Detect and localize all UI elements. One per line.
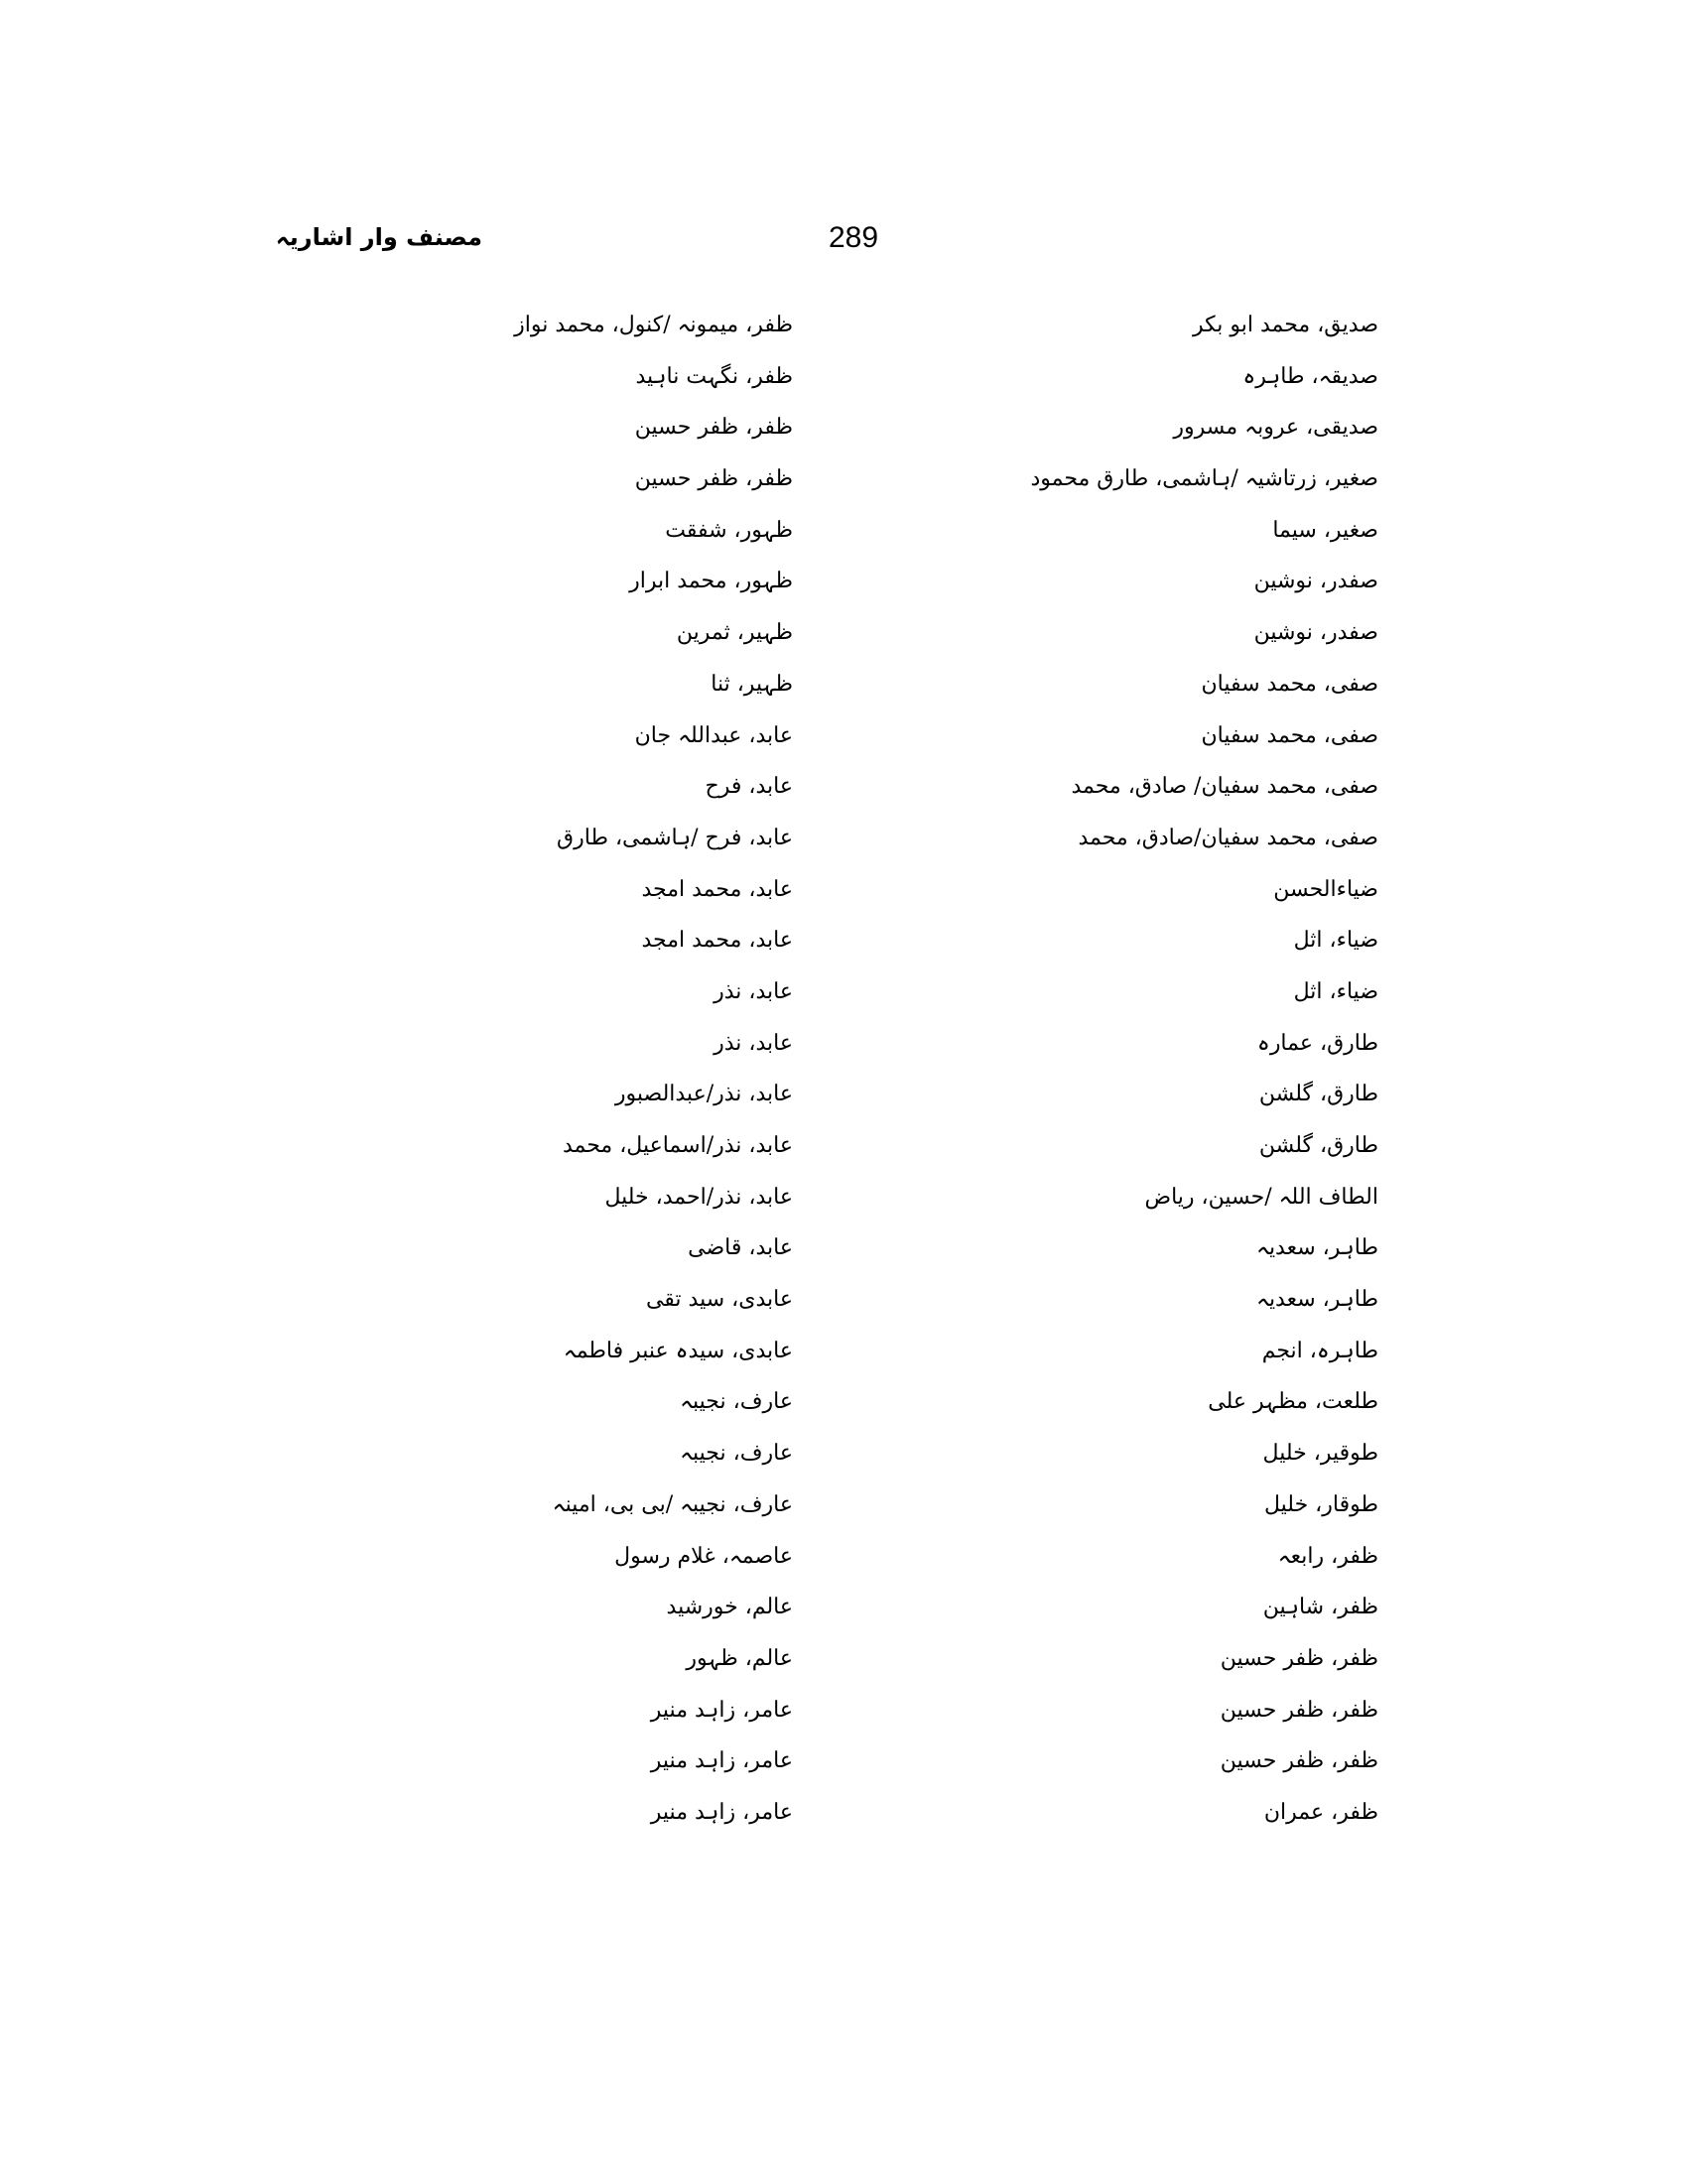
list-item: عابد، محمد امجد <box>641 876 793 902</box>
index-title: مصنف وار اشاریہ <box>275 223 482 251</box>
list-item: طارق، عمارہ <box>1256 1030 1378 1056</box>
list-item: عابد، فرح /ہاشمی، طارق <box>557 825 793 850</box>
list-item: عارف، نجیبہ /بی بی، امینہ <box>552 1491 793 1517</box>
list-item: ظفر، رابعہ <box>1277 1543 1378 1569</box>
list-item: عالم، ظہور <box>686 1645 793 1671</box>
list-item: صفی، محمد سفیان/صادق، محمد <box>1078 825 1378 850</box>
list-item: طاہر، سعدیہ <box>1256 1235 1378 1261</box>
list-item: عالم، خورشید <box>666 1595 793 1620</box>
list-item: صغیر، زرتاشیہ /ہاشمی، طارق محمود <box>1030 466 1378 492</box>
list-item: صغیر، سیما <box>1272 517 1378 543</box>
list-item: عابدی، سیدہ عنبر فاطمہ <box>563 1338 793 1363</box>
list-item: طاہر، سعدیہ <box>1256 1287 1378 1313</box>
list-item: عامر، زاہد منیر <box>650 1697 793 1723</box>
list-item: صفی، محمد سفیان <box>1201 671 1378 697</box>
left-column <box>336 300 793 1839</box>
list-item: طاہرہ، انجم <box>1261 1338 1378 1363</box>
list-item: عابدی، سید تقی <box>645 1287 793 1313</box>
list-item: عابد، نذر/اسماعیل، محمد <box>562 1133 793 1158</box>
list-item: ظفر، نگہت ناہید <box>635 363 793 389</box>
list-item: عابد، قاضی <box>688 1235 793 1261</box>
list-item: طوقیر، خلیل <box>1262 1441 1378 1467</box>
list-item: ظفر، عمران <box>1263 1799 1378 1825</box>
list-item: ظہیر، ثنا <box>711 671 793 697</box>
page-number: 289 <box>828 221 879 254</box>
list-item: طلعت، مظہر علی <box>1208 1389 1378 1415</box>
list-item: صفی، محمد سفیان/ صادق، محمد <box>1071 774 1378 800</box>
list-item: ظہور، محمد ابرار <box>629 569 793 594</box>
list-item: عارف، نجیبہ <box>680 1441 793 1467</box>
list-item: ظفر، ظفر حسین <box>634 466 793 492</box>
list-item: طارق، گلشن <box>1258 1133 1378 1158</box>
list-item: صفدر، نوشین <box>1253 620 1378 646</box>
list-item: ظفر، ظفر حسین <box>634 415 793 441</box>
list-item: عابد، نذر/عبدالصبور <box>614 1082 793 1107</box>
list-item: عامر، زاہد منیر <box>650 1748 793 1774</box>
list-item: صدیق، محمد ابو بکر <box>1192 313 1378 337</box>
list-item: عابد، نذر <box>714 1030 793 1056</box>
list-item: ظفر، میمونہ /کنول، محمد نواز <box>514 313 793 337</box>
list-item: طارق، گلشن <box>1258 1082 1378 1107</box>
list-item: ظفر، شاہین <box>1262 1595 1378 1620</box>
list-item: صفی، محمد سفیان <box>1201 722 1378 748</box>
list-item: صدیقی، عروبہ مسرور <box>1173 415 1378 441</box>
list-item: ضیاء، اثل <box>1293 928 1378 954</box>
list-item: عاصمہ، غلام رسول <box>614 1543 793 1569</box>
list-item: الطاف اللہ /حسین، ریاض <box>1144 1184 1378 1210</box>
list-item: عابد، عبداللہ جان <box>634 722 793 748</box>
list-item: ظہیر، ثمرین <box>676 620 793 646</box>
list-item: عارف، نجیبہ <box>680 1389 793 1415</box>
list-item: ضیاء، اثل <box>1293 978 1378 1004</box>
list-item: ظفر، ظفر حسین <box>1220 1748 1378 1774</box>
list-item: عابد، فرح <box>705 774 793 800</box>
list-item: عابد، نذر/احمد، خلیل <box>604 1184 793 1210</box>
list-item: ظفر، ظفر حسین <box>1220 1645 1378 1671</box>
list-item: طوقار، خلیل <box>1264 1491 1378 1517</box>
list-item: ظفر، ظفر حسین <box>1220 1697 1378 1723</box>
list-item: عابد، محمد امجد <box>641 928 793 954</box>
list-item: ظہور، شفقت <box>665 517 793 543</box>
list-item: عامر، زاہد منیر <box>650 1799 793 1825</box>
list-item: ضیاءالحسن <box>1273 876 1378 902</box>
list-item: عابد، نذر <box>714 978 793 1004</box>
list-item: صفدر، نوشین <box>1253 569 1378 594</box>
list-item: صدیقہ، طاہرہ <box>1242 363 1378 389</box>
right-column <box>922 300 1378 1839</box>
